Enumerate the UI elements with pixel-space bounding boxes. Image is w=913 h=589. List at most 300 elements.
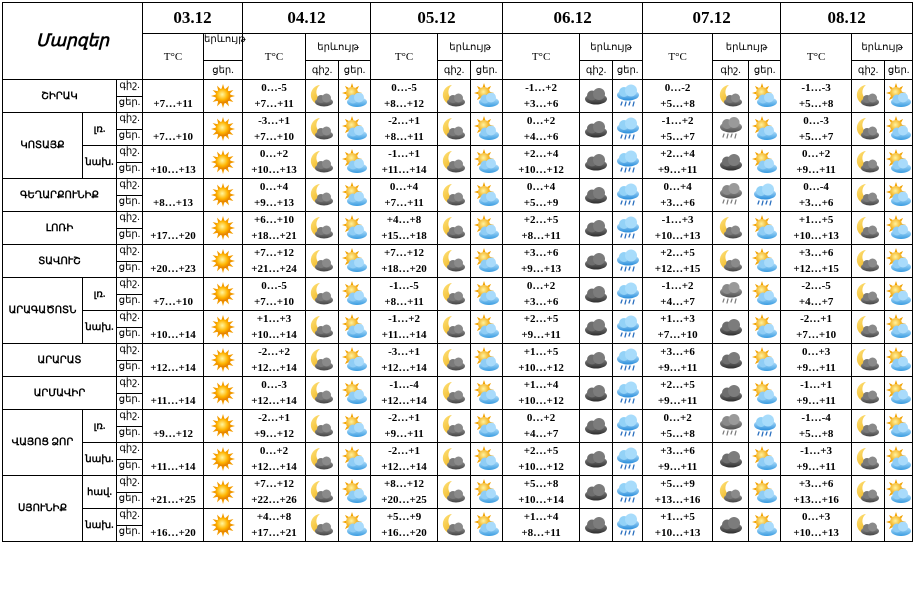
day-temp: +9…+11 <box>657 461 698 473</box>
dark-cloud-icon <box>580 146 613 179</box>
temp-cell <box>371 245 438 278</box>
day-temp: +4…+7 <box>798 296 834 308</box>
day-temp: +10…+13 <box>793 527 839 539</box>
moon-cloud-icon <box>438 344 471 377</box>
temp-header: T°C <box>143 34 204 80</box>
temp-cell <box>781 377 852 410</box>
sun-cloud-icon <box>471 80 503 113</box>
period-label: գիշ. <box>117 377 143 394</box>
night-temp: 0…+2 <box>259 148 289 160</box>
sun-icon <box>204 377 243 410</box>
sun-cloud-icon <box>339 509 371 542</box>
temp-cell <box>371 179 438 212</box>
dark-cloud-icon <box>580 212 613 245</box>
temp-cell <box>643 311 713 344</box>
temp-cell: +10…+13 <box>143 146 204 179</box>
temp-cell <box>781 344 852 377</box>
table-row <box>3 344 913 361</box>
region-name: ԼՈՌԻ <box>3 212 117 245</box>
moon-cloud-icon <box>852 146 885 179</box>
temp-header: T°C <box>643 34 713 80</box>
sun-cloud-icon <box>749 80 781 113</box>
day-temp: +9…+11 <box>796 395 836 407</box>
period-label: ցեր. <box>117 195 143 212</box>
temp-cell <box>643 377 713 410</box>
temp-cell <box>781 509 852 542</box>
sun-cloud-icon <box>339 113 371 146</box>
dark-cloud-icon <box>580 278 613 311</box>
day-subheader: ցեր. <box>339 61 371 80</box>
temp-cell <box>643 113 713 146</box>
period-label: գիշ. <box>117 509 143 526</box>
table-row <box>3 179 913 196</box>
day-temp: +5…+8 <box>798 98 834 110</box>
rain-cloud-icon <box>613 146 643 179</box>
table-row <box>3 410 913 427</box>
temp-header: T°C <box>243 34 306 80</box>
temp-cell <box>643 245 713 278</box>
period-label: գիշ. <box>117 245 143 262</box>
moon-cloud-icon <box>438 179 471 212</box>
temp-cell <box>503 344 580 377</box>
sun-icon <box>204 509 243 542</box>
sun-cloud-icon <box>471 443 503 476</box>
temp-cell <box>781 311 852 344</box>
moon-cloud-icon <box>852 278 885 311</box>
day-temp: +10…+13 <box>654 527 701 539</box>
dark-cloud-icon <box>580 311 613 344</box>
sun-cloud-icon <box>339 377 371 410</box>
temp-cell <box>643 146 713 179</box>
dark-cloud-icon <box>580 344 613 377</box>
weather-header: երևույթ <box>306 34 371 61</box>
moon-cloud-icon <box>306 146 339 179</box>
day-temp: +10…+12 <box>518 164 564 176</box>
day-temp: +10…+13 <box>654 230 701 242</box>
dark-cloud-icon <box>580 443 613 476</box>
region-name: ՎԱՅՈՑ ՁՈՐ <box>3 410 83 476</box>
temp-cell <box>643 212 713 245</box>
day-temp: +12…+14 <box>381 461 427 473</box>
night-temp: +3…+6 <box>798 247 834 259</box>
table-header <box>3 3 913 80</box>
night-temp: 0…+4 <box>663 181 692 193</box>
night-subheader: գիշ. <box>852 61 885 80</box>
night-temp: -2…+1 <box>388 445 421 457</box>
dark-cloud-icon <box>580 377 613 410</box>
sun-icon <box>204 410 243 443</box>
period-label: գիշ. <box>117 146 143 163</box>
period-label: ցեր. <box>117 96 143 113</box>
temp-cell <box>781 146 852 179</box>
snow-cloud-icon <box>713 278 749 311</box>
temp-cell <box>371 212 438 245</box>
night-temp: +2…+5 <box>523 445 559 457</box>
day-subheader: ցեր. <box>613 61 643 80</box>
night-temp: -1…+2 <box>525 82 558 94</box>
day-temp: +5…+8 <box>798 428 834 440</box>
temp-cell: +10…+14 <box>143 311 204 344</box>
day-temp: +11…+14 <box>381 329 427 341</box>
sun-cloud-icon <box>339 443 371 476</box>
moon-cloud-icon <box>852 80 885 113</box>
night-temp: +4…+8 <box>256 511 292 523</box>
sun-cloud-icon <box>749 509 781 542</box>
day-temp: +21…+24 <box>251 263 297 275</box>
moon-cloud-icon <box>438 410 471 443</box>
dark-cloud-icon <box>580 410 613 443</box>
moon-cloud-icon <box>852 113 885 146</box>
day-temp: +20…+25 <box>381 494 427 506</box>
rain-cloud-icon <box>613 410 643 443</box>
sun-cloud-icon <box>339 344 371 377</box>
night-temp: +2…+5 <box>660 379 695 391</box>
day-temp: +3…+6 <box>523 296 559 308</box>
temp-cell <box>781 476 852 509</box>
day-temp: +10…+14 <box>251 329 297 341</box>
sun-cloud-icon <box>339 80 371 113</box>
sun-cloud-icon <box>339 410 371 443</box>
temp-cell: +7…+10 <box>143 278 204 311</box>
night-temp: -2…+1 <box>388 412 421 424</box>
table-row <box>3 245 913 262</box>
zone-name: նախ. <box>83 443 117 476</box>
sun-cloud-icon <box>885 80 913 113</box>
period-label: ցեր. <box>117 360 143 377</box>
day-temp: +11…+14 <box>381 164 427 176</box>
night-subheader: գիշ. <box>306 61 339 80</box>
day-subheader: ցեր. <box>749 61 781 80</box>
temp-cell <box>371 377 438 410</box>
temp-cell <box>371 443 438 476</box>
period-label: ցեր. <box>117 492 143 509</box>
temp-cell <box>243 245 306 278</box>
day-temp: +9…+13 <box>254 197 295 209</box>
moon-cloud-icon <box>713 212 749 245</box>
moon-cloud-icon <box>438 311 471 344</box>
date-header: 03.12 <box>143 3 243 34</box>
sun-cloud-icon <box>885 278 913 311</box>
region-name: ԳԵՂԱՐՔՈՒՆԻՔ <box>3 179 117 212</box>
period-label: ցեր. <box>117 327 143 344</box>
sun-cloud-icon <box>471 245 503 278</box>
period-label: գիշ. <box>117 410 143 427</box>
sun-cloud-icon <box>749 311 781 344</box>
period-label: գիշ. <box>117 344 143 361</box>
moon-cloud-icon <box>438 476 471 509</box>
temp-cell: +21…+25 <box>143 476 204 509</box>
moon-cloud-icon <box>438 212 471 245</box>
dark-cloud-icon <box>580 509 613 542</box>
sun-cloud-icon <box>471 179 503 212</box>
day-temp: +13…+16 <box>654 494 701 506</box>
temp-cell <box>371 344 438 377</box>
day-temp: +12…+14 <box>251 395 297 407</box>
rain-cloud-icon <box>613 278 643 311</box>
night-temp: +8…+12 <box>384 478 425 490</box>
temp-cell <box>243 344 306 377</box>
night-temp: +6…+10 <box>254 214 295 226</box>
day-temp: +16…+20 <box>381 527 427 539</box>
dark-cloud-icon <box>580 476 613 509</box>
night-temp: -3…+1 <box>258 115 290 127</box>
moon-cloud-icon <box>438 80 471 113</box>
sun-cloud-icon <box>471 410 503 443</box>
table-row <box>3 443 913 460</box>
table-row <box>3 476 913 493</box>
weather-header: երևույթ <box>204 34 243 61</box>
dark-cloud-icon <box>713 311 749 344</box>
moon-cloud-icon <box>306 245 339 278</box>
night-subheader: գիշ. <box>438 61 471 80</box>
moon-cloud-icon <box>306 179 339 212</box>
period-label: գիշ. <box>117 278 143 295</box>
night-temp: -1…+2 <box>388 313 421 325</box>
zone-name: հավ. <box>83 476 117 509</box>
snow-cloud-icon <box>713 179 749 212</box>
temp-cell <box>243 146 306 179</box>
temp-cell <box>503 113 580 146</box>
period-label: գիշ. <box>117 179 143 196</box>
rain-cloud-icon <box>613 311 643 344</box>
night-temp: 0…+4 <box>389 181 419 193</box>
night-temp: 0…-5 <box>391 82 417 94</box>
dark-cloud-icon <box>713 377 749 410</box>
period-label: ցեր. <box>117 129 143 146</box>
temp-cell <box>371 278 438 311</box>
temp-cell: +7…+10 <box>143 113 204 146</box>
night-temp: -2…+1 <box>388 115 421 127</box>
sun-cloud-icon <box>749 245 781 278</box>
rain-cloud-icon <box>613 344 643 377</box>
day-temp: +22…+26 <box>251 494 297 506</box>
period-label: գիշ. <box>117 311 143 328</box>
sun-cloud-icon <box>885 410 913 443</box>
night-temp: +1…+3 <box>660 313 695 325</box>
temp-cell <box>243 476 306 509</box>
moon-cloud-icon <box>852 410 885 443</box>
night-temp: +1…+5 <box>523 346 559 358</box>
day-temp: +9…+11 <box>796 362 836 374</box>
night-temp: +2…+4 <box>660 148 695 160</box>
day-temp: +12…+14 <box>251 362 297 374</box>
night-temp: -2…+2 <box>258 346 290 358</box>
rain-cloud-icon <box>613 113 643 146</box>
night-temp: +5…+9 <box>386 511 422 523</box>
period-label: գիշ. <box>117 212 143 229</box>
night-temp: +7…+12 <box>384 247 425 259</box>
sun-icon <box>204 278 243 311</box>
sun-cloud-icon <box>885 146 913 179</box>
sun-cloud-icon <box>885 311 913 344</box>
night-temp: -1…+2 <box>661 280 694 292</box>
day-temp: +5…+8 <box>660 428 695 440</box>
night-temp: -2…+1 <box>800 313 833 325</box>
region-name: ՍՅՈՒՆԻՔ <box>3 476 83 542</box>
date-header: 05.12 <box>371 3 503 34</box>
sun-icon <box>204 443 243 476</box>
day-temp: +9…+11 <box>657 164 698 176</box>
table-body <box>3 80 913 542</box>
zone-name: լռ. <box>83 278 117 311</box>
day-temp: +5…+9 <box>523 197 559 209</box>
sun-cloud-icon <box>339 179 371 212</box>
sun-cloud-icon <box>339 146 371 179</box>
sun-icon <box>204 146 243 179</box>
temp-cell <box>243 443 306 476</box>
sun-cloud-icon <box>339 245 371 278</box>
moon-cloud-icon <box>438 245 471 278</box>
temp-cell <box>503 311 580 344</box>
sun-icon <box>204 179 243 212</box>
night-temp: -1…-5 <box>389 280 419 292</box>
moon-cloud-icon <box>438 443 471 476</box>
table-row <box>3 113 913 130</box>
sun-cloud-icon <box>471 311 503 344</box>
sun-cloud-icon <box>471 146 503 179</box>
day-subheader: ցեր. <box>204 61 243 80</box>
day-temp: +4…+7 <box>523 428 559 440</box>
day-temp: +10…+13 <box>251 164 297 176</box>
day-temp: +18…+20 <box>381 263 427 275</box>
night-temp: +2…+5 <box>523 214 559 226</box>
sun-icon <box>204 212 243 245</box>
date-header: 07.12 <box>643 3 781 34</box>
sun-cloud-icon <box>471 476 503 509</box>
sun-cloud-icon <box>749 344 781 377</box>
moon-cloud-icon <box>306 410 339 443</box>
sun-cloud-icon <box>885 377 913 410</box>
day-temp: +3…+6 <box>523 98 559 110</box>
temp-cell: +16…+20 <box>143 509 204 542</box>
moon-cloud-icon <box>852 377 885 410</box>
moon-cloud-icon <box>306 212 339 245</box>
temp-cell: +12…+14 <box>143 344 204 377</box>
night-temp: +7…+12 <box>254 478 295 490</box>
temp-cell <box>643 80 713 113</box>
day-subheader: ցեր. <box>885 61 913 80</box>
night-temp: -1…+1 <box>800 379 833 391</box>
night-temp: +5…+8 <box>523 478 559 490</box>
sun-cloud-icon <box>885 245 913 278</box>
day-temp: +9…+11 <box>796 164 836 176</box>
day-temp: +12…+14 <box>381 395 427 407</box>
sun-cloud-icon <box>471 344 503 377</box>
temp-cell <box>503 212 580 245</box>
table-row <box>3 146 913 163</box>
sun-cloud-icon <box>471 377 503 410</box>
moon-cloud-icon <box>713 476 749 509</box>
day-temp: +9…+13 <box>521 263 562 275</box>
sun-cloud-icon <box>885 443 913 476</box>
sun-icon <box>204 311 243 344</box>
day-temp: +7…+10 <box>254 131 295 143</box>
period-label: գիշ. <box>117 443 143 460</box>
day-temp: +17…+21 <box>251 527 297 539</box>
night-temp: +3…+6 <box>660 346 695 358</box>
sun-cloud-icon <box>339 311 371 344</box>
temp-cell <box>243 113 306 146</box>
temp-cell <box>503 146 580 179</box>
temp-cell <box>503 443 580 476</box>
temp-cell <box>243 80 306 113</box>
temp-cell <box>243 410 306 443</box>
temp-cell <box>503 80 580 113</box>
night-temp: -3…+1 <box>388 346 421 358</box>
table-row <box>3 278 913 295</box>
snow-cloud-icon <box>713 113 749 146</box>
moon-cloud-icon <box>852 179 885 212</box>
temp-cell <box>243 212 306 245</box>
temp-cell: +7…+11 <box>143 80 204 113</box>
day-temp: +9…+11 <box>796 461 836 473</box>
day-temp: +3…+6 <box>660 197 695 209</box>
temp-cell <box>503 377 580 410</box>
dark-cloud-icon <box>580 179 613 212</box>
day-temp: +10…+14 <box>518 494 564 506</box>
day-temp: +9…+12 <box>254 428 295 440</box>
sun-icon <box>204 476 243 509</box>
dark-cloud-icon <box>713 443 749 476</box>
moon-cloud-icon <box>852 509 885 542</box>
temp-cell: +9…+12 <box>143 410 204 443</box>
temp-header: T°C <box>503 34 580 80</box>
moon-cloud-icon <box>852 245 885 278</box>
moon-cloud-icon <box>306 311 339 344</box>
night-temp: +2…+5 <box>660 247 695 259</box>
night-temp: 0…-5 <box>261 280 287 292</box>
night-temp: 0…+2 <box>526 280 556 292</box>
moon-cloud-icon <box>306 377 339 410</box>
temp-cell <box>781 410 852 443</box>
moon-cloud-icon <box>438 113 471 146</box>
sun-cloud-icon <box>749 443 781 476</box>
sun-cloud-icon <box>339 212 371 245</box>
moon-cloud-icon <box>306 509 339 542</box>
zone-name: լռ. <box>83 410 117 443</box>
moon-cloud-icon <box>306 476 339 509</box>
date-header: 04.12 <box>243 3 371 34</box>
sun-cloud-icon <box>749 278 781 311</box>
day-temp: +18…+21 <box>251 230 297 242</box>
day-temp: +8…+11 <box>384 131 424 143</box>
night-temp: -2…-5 <box>801 280 831 292</box>
temp-cell <box>643 410 713 443</box>
rain-cloud-icon <box>613 377 643 410</box>
temp-cell <box>643 278 713 311</box>
day-temp: +4…+7 <box>660 296 695 308</box>
temp-cell <box>503 179 580 212</box>
temp-cell <box>503 476 580 509</box>
temp-cell <box>371 113 438 146</box>
region-name: ԱՐԱՐԱՏ <box>3 344 117 377</box>
temp-cell: +11…+14 <box>143 377 204 410</box>
moon-cloud-icon <box>852 311 885 344</box>
night-temp: +1…+5 <box>798 214 834 226</box>
temp-cell <box>243 377 306 410</box>
night-temp: 0…+2 <box>526 115 556 127</box>
temp-cell <box>781 278 852 311</box>
zone-name: նախ. <box>83 509 117 542</box>
dark-cloud-icon <box>713 509 749 542</box>
table-row <box>3 212 913 229</box>
dark-cloud-icon <box>580 80 613 113</box>
night-temp: +5…+9 <box>660 478 695 490</box>
region-name: ԱՐՄԱՎԻՐ <box>3 377 117 410</box>
sun-cloud-icon <box>885 344 913 377</box>
period-label: գիշ. <box>117 80 143 97</box>
night-subheader: գիշ. <box>580 61 613 80</box>
